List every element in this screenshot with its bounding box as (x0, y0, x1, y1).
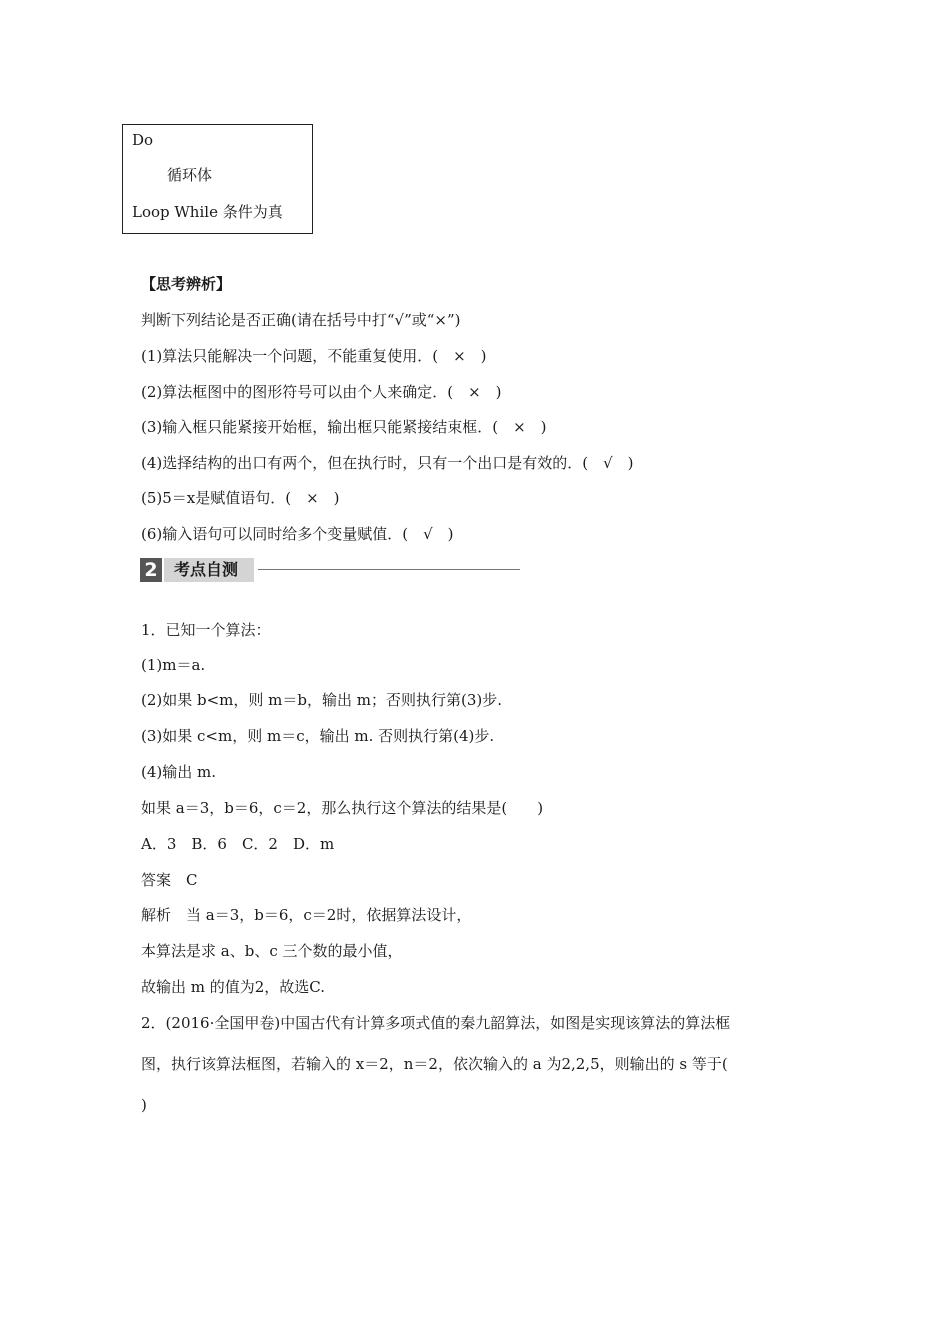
q2-line: ) (141, 1096, 147, 1114)
think-item: (4)选择结构的出口有两个，但在执行时，只有一个出口是有效的．( √ ) (141, 454, 634, 472)
q1-stem: 1．已知一个算法： (141, 621, 271, 639)
think-item: (5)5＝x是赋值语句．( × ) (141, 489, 340, 507)
think-item: (6)输入语句可以同时给多个变量赋值．( √ ) (141, 525, 454, 543)
code-loop-while: Loop While 条件为真 (132, 203, 283, 221)
think-item: (2)算法框图中的图形符号可以由个人来确定．( × ) (141, 383, 502, 401)
q1-analysis: 本算法是求 a、b、c 三个数的最小值， (141, 942, 403, 960)
q1-step: (3)如果 c<m，则 m＝c，输出 m. 否则执行第(4)步. (141, 727, 495, 745)
q1-step: (2)如果 b<m，则 m＝b，输出 m；否则执行第(3)步. (141, 691, 503, 709)
section-title: 考点自测 (164, 558, 254, 582)
q1-step: (4)输出 m. (141, 763, 217, 781)
q1-analysis: 故输出 m 的值为2，故选C. (141, 978, 326, 996)
code-loop-body: 循环体 (167, 166, 213, 184)
think-intro: 判断下列结论是否正确(请在括号中打“√”或“×”) (141, 311, 461, 329)
section-header (140, 558, 520, 582)
think-title: 【思考辨析】 (141, 275, 232, 293)
q1-step: (1)m＝a. (141, 656, 206, 674)
q1-answer: 答案 C (141, 871, 198, 889)
q1-question: 如果 a＝3，b＝6，c＝2，那么执行这个算法的结果是( ) (141, 799, 544, 817)
code-do: Do (132, 131, 154, 149)
section-number: 2 (140, 558, 162, 582)
q1-analysis: 解析 当 a＝3，b＝6，c＝2时，依据算法设计， (141, 906, 472, 924)
q2-line: 2．(2016·全国甲卷)中国古代有计算多项式值的秦九韶算法，如图是实现该算法的算法框 (141, 1014, 731, 1032)
loop-code-box (122, 124, 313, 234)
q2-line: 图，执行该算法框图，若输入的 x＝2，n＝2，依次输入的 a 为2,2,5，则输出的 s 等于( (141, 1055, 728, 1073)
think-item: (1)算法只能解决一个问题，不能重复使用．( × ) (141, 347, 487, 365)
section-rule (258, 569, 520, 570)
q1-options: A．3 B．6 C．2 D．m (141, 835, 335, 853)
think-item: (3)输入框只能紧接开始框，输出框只能紧接结束框．( × ) (141, 418, 547, 436)
